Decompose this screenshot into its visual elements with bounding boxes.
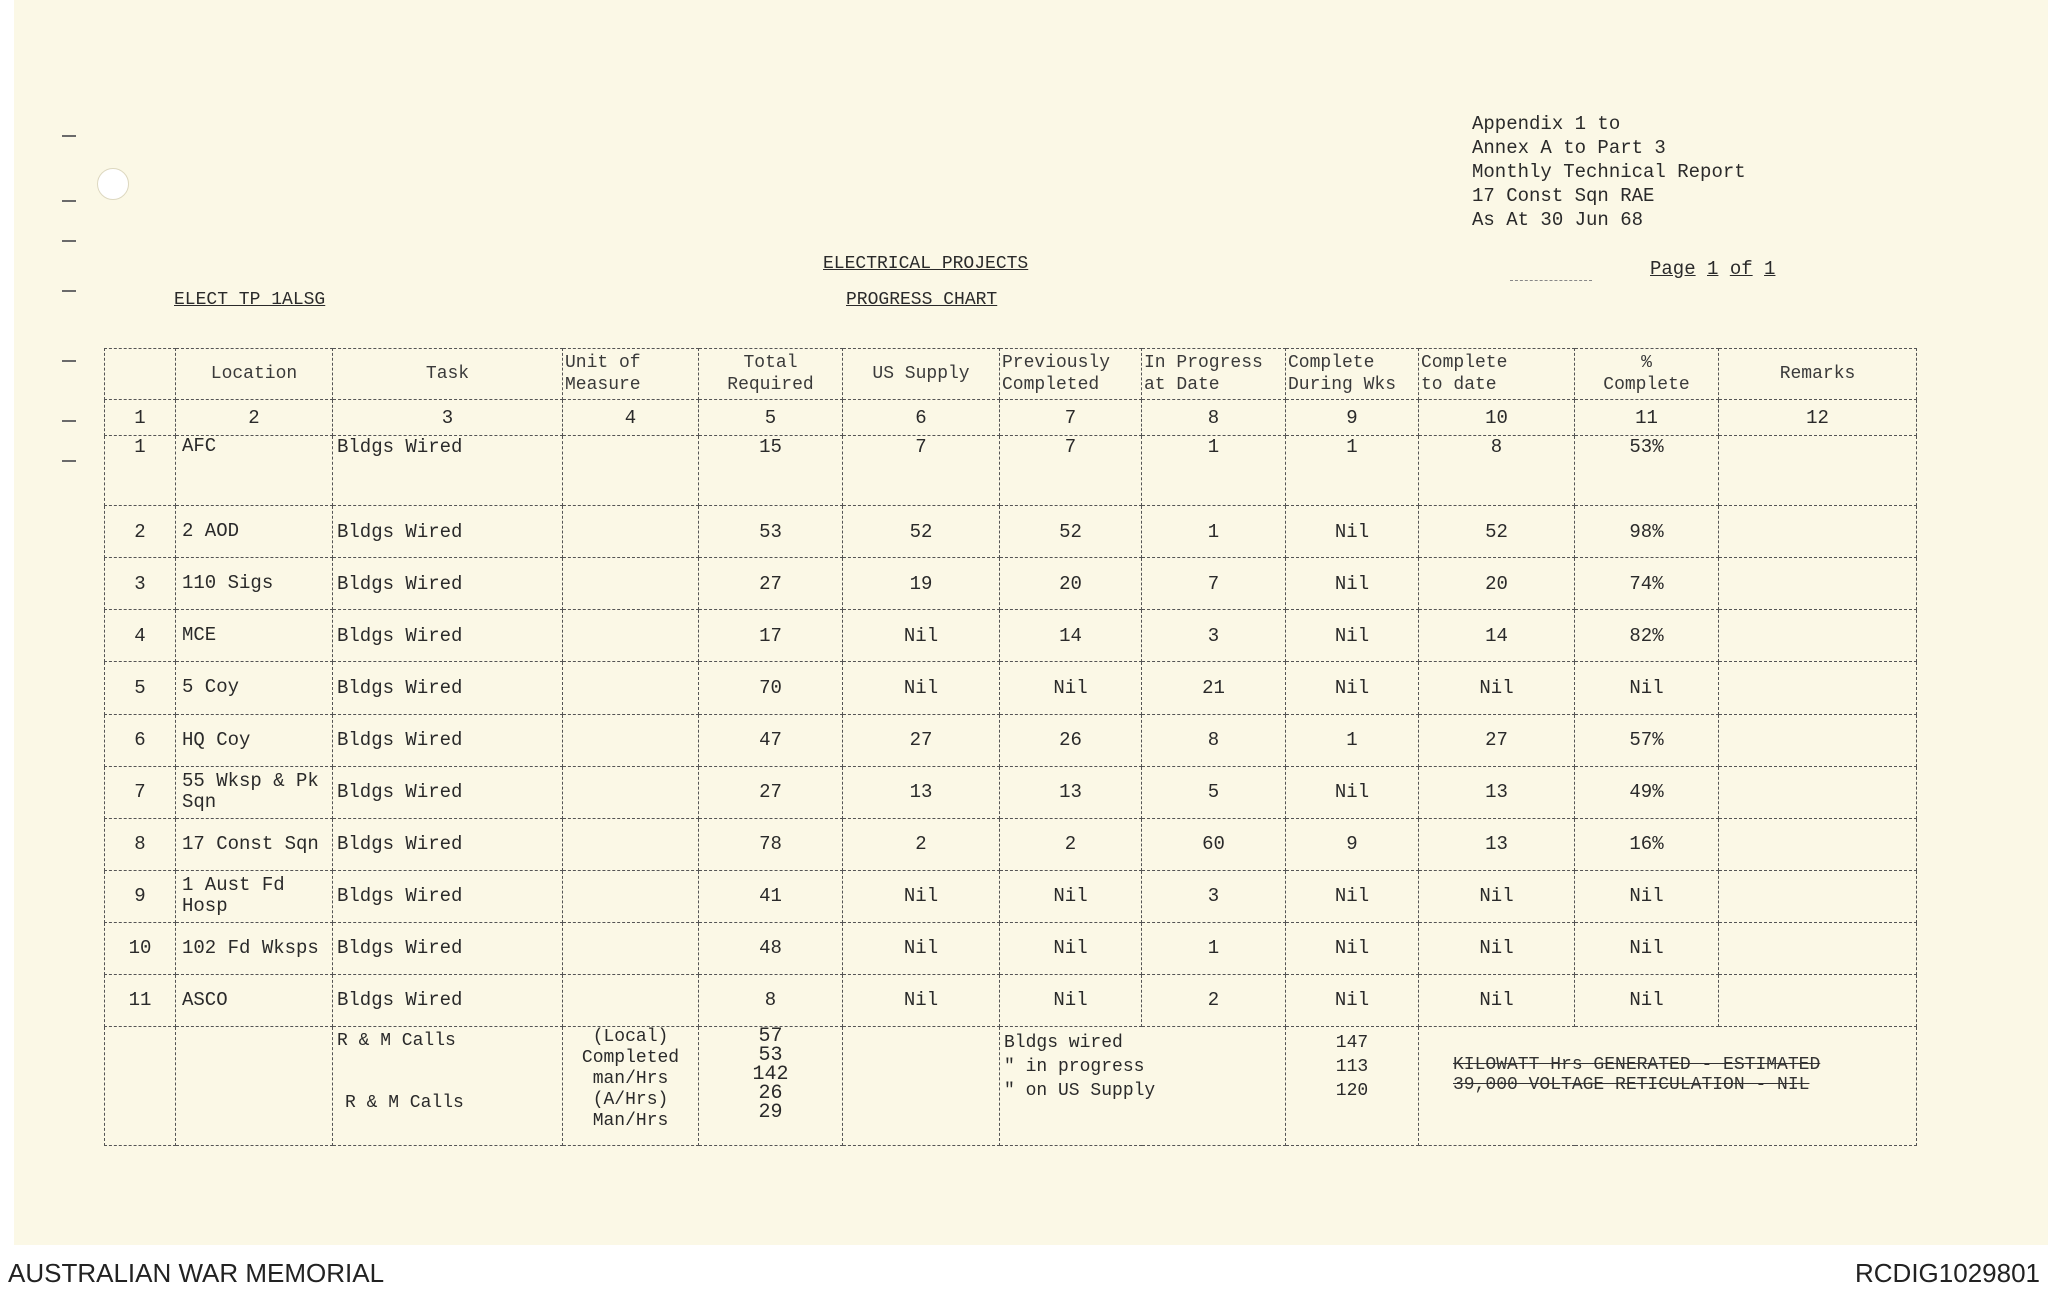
remarks-cell (1719, 662, 1917, 714)
row-number: 6 (105, 714, 176, 766)
task-cell: Bldgs Wired (333, 766, 563, 818)
col-header-in-progress: In Progress at Date (1142, 349, 1286, 400)
complete-to-date-cell: 13 (1419, 818, 1575, 870)
total-required-cell: 47 (699, 714, 843, 766)
table-row (105, 818, 1917, 870)
remarks-cell (1719, 610, 1917, 662)
col-header-no (105, 349, 176, 400)
row-number: 2 (105, 506, 176, 558)
in-progress-cell: 21 (1142, 662, 1286, 714)
unit-cell (563, 974, 699, 1026)
unit-cell (563, 818, 699, 870)
percent-complete-cell: 53% (1575, 436, 1719, 506)
previously-completed-cell: 52 (1000, 506, 1142, 558)
col-number: 1 (105, 400, 176, 436)
previously-completed-cell: 26 (1000, 714, 1142, 766)
in-progress-cell: 5 (1142, 766, 1286, 818)
remarks-cell (1719, 766, 1917, 818)
page-label: Page (1650, 258, 1696, 280)
col-header-us-supply: US Supply (843, 349, 1000, 400)
row-number: 11 (105, 974, 176, 1026)
complete-to-date-cell: Nil (1419, 974, 1575, 1026)
total-required-cell: 17 (699, 610, 843, 662)
percent-complete-cell: 98% (1575, 506, 1719, 558)
footer-institution: AUSTRALIAN WAR MEMORIAL (8, 1258, 385, 1288)
previously-completed-cell: 20 (1000, 558, 1142, 610)
table-row (105, 714, 1917, 766)
binding-mark (62, 420, 76, 422)
complete-during-cell: Nil (1286, 974, 1419, 1026)
col-header-task: Task (333, 349, 563, 400)
location-cell: 1 Aust Fd Hosp (176, 870, 333, 922)
page-of: of (1729, 258, 1753, 280)
complete-to-date-cell: 13 (1419, 766, 1575, 818)
us-supply-cell: 52 (843, 506, 1000, 558)
col-number: 5 (699, 400, 843, 436)
col-header-total: Total Required (699, 349, 843, 400)
row-number: 1 (105, 436, 176, 506)
total-required-cell: 70 (699, 662, 843, 714)
total-required-cell: 78 (699, 818, 843, 870)
location-cell: AFC (176, 436, 333, 506)
total-required-cell: 8 (699, 974, 843, 1026)
binding-mark (62, 135, 76, 137)
summary-cell (105, 1026, 176, 1145)
task-cell: Bldgs Wired (333, 610, 563, 662)
previously-completed-cell: 2 (1000, 818, 1142, 870)
in-progress-cell: 7 (1142, 558, 1286, 610)
unit-cell (563, 766, 699, 818)
percent-complete-cell: Nil (1575, 870, 1719, 922)
previously-completed-cell: 7 (1000, 436, 1142, 506)
us-supply-cell: 27 (843, 714, 1000, 766)
summary-cell (176, 1026, 333, 1145)
us-supply-cell: Nil (843, 610, 1000, 662)
previously-completed-cell: Nil (1000, 974, 1142, 1026)
col-number: 12 (1719, 400, 1917, 436)
summary-unit: (Local) Completed man/Hrs (A/Hrs) Man/Hrs (563, 1026, 699, 1145)
in-progress-cell: 1 (1142, 436, 1286, 506)
col-number: 7 (1000, 400, 1142, 436)
location-cell: 17 Const Sqn (176, 818, 333, 870)
summary-cell (843, 1026, 1000, 1145)
previously-completed-cell: 13 (1000, 766, 1142, 818)
col-header-previously: Previously Completed (1000, 349, 1142, 400)
percent-complete-cell: Nil (1575, 922, 1719, 974)
task-cell: Bldgs Wired (333, 714, 563, 766)
us-supply-cell: 13 (843, 766, 1000, 818)
col-number: 10 (1419, 400, 1575, 436)
previously-completed-cell: 14 (1000, 610, 1142, 662)
complete-to-date-cell: Nil (1419, 662, 1575, 714)
remarks-cell (1719, 558, 1917, 610)
row-number: 4 (105, 610, 176, 662)
binding-mark (62, 290, 76, 292)
previously-completed-cell: Nil (1000, 870, 1142, 922)
location-cell: 2 AOD (176, 506, 333, 558)
us-supply-cell: 19 (843, 558, 1000, 610)
col-number: 4 (563, 400, 699, 436)
in-progress-cell: 1 (1142, 922, 1286, 974)
in-progress-cell: 3 (1142, 610, 1286, 662)
table-row (105, 558, 1917, 610)
us-supply-cell: Nil (843, 974, 1000, 1026)
document-subtitle: PROGRESS CHART (846, 290, 998, 310)
row-number: 7 (105, 766, 176, 818)
unit-cell (563, 610, 699, 662)
complete-to-date-cell: 52 (1419, 506, 1575, 558)
complete-during-cell: Nil (1286, 870, 1419, 922)
remarks-cell (1719, 870, 1917, 922)
complete-during-cell: 1 (1286, 436, 1419, 506)
page-total: 1 (1764, 258, 1776, 280)
total-required-cell: 15 (699, 436, 843, 506)
complete-to-date-cell: 8 (1419, 436, 1575, 506)
col-number: 8 (1142, 400, 1286, 436)
remarks-cell (1719, 922, 1917, 974)
appendix-line: As At 30 Jun 68 (1472, 209, 1644, 231)
summary-row (105, 1026, 1917, 1145)
percent-complete-cell: 74% (1575, 558, 1719, 610)
divider (1510, 280, 1592, 281)
complete-during-cell: Nil (1286, 506, 1419, 558)
location-cell: 102 Fd Wksps (176, 922, 333, 974)
unit-cell (563, 662, 699, 714)
percent-complete-cell: 49% (1575, 766, 1719, 818)
complete-to-date-cell: Nil (1419, 870, 1575, 922)
unit-cell (563, 870, 699, 922)
col-header-unit: Unit of Measure (563, 349, 699, 400)
complete-during-cell: 1 (1286, 714, 1419, 766)
percent-complete-cell: 82% (1575, 610, 1719, 662)
us-supply-cell: 2 (843, 818, 1000, 870)
us-supply-cell: Nil (843, 922, 1000, 974)
previously-completed-cell: Nil (1000, 922, 1142, 974)
binding-mark (62, 240, 76, 242)
summary-task: R & M Calls R & M Calls (333, 1026, 563, 1145)
col-header-location: Location (176, 349, 333, 400)
unit-cell (563, 436, 699, 506)
footer-identifier: RCDIG1029801 (1855, 1258, 2040, 1288)
summary-totals: 57 53 142 26 29 (699, 1026, 843, 1145)
task-cell: Bldgs Wired (333, 506, 563, 558)
binding-mark (62, 200, 76, 202)
header-row (105, 349, 1917, 400)
summary-notes: Bldgs wired " in progress " on US Supply (1000, 1026, 1286, 1145)
page-current: 1 (1707, 258, 1719, 280)
complete-during-cell: Nil (1286, 766, 1419, 818)
col-header-during: Complete During Wks (1286, 349, 1419, 400)
remarks-cell (1719, 506, 1917, 558)
us-supply-cell: 7 (843, 436, 1000, 506)
task-cell: Bldgs Wired (333, 922, 563, 974)
in-progress-cell: 8 (1142, 714, 1286, 766)
complete-during-cell: Nil (1286, 662, 1419, 714)
previously-completed-cell: Nil (1000, 662, 1142, 714)
col-number: 9 (1286, 400, 1419, 436)
task-cell: Bldgs Wired (333, 436, 563, 506)
punch-hole (97, 168, 129, 200)
in-progress-cell: 2 (1142, 974, 1286, 1026)
unit-label: ELECT TP 1ALSG (174, 290, 326, 310)
table-row (105, 662, 1917, 714)
row-number: 9 (105, 870, 176, 922)
binding-mark (62, 360, 76, 362)
table-row (105, 506, 1917, 558)
progress-table (104, 348, 1917, 1146)
remarks-cell (1719, 974, 1917, 1026)
table-row (105, 436, 1917, 506)
complete-to-date-cell: Nil (1419, 922, 1575, 974)
in-progress-cell: 3 (1142, 870, 1286, 922)
unit-cell (563, 558, 699, 610)
summary-values: 147 113 120 (1286, 1026, 1419, 1145)
col-number: 3 (333, 400, 563, 436)
struck-note: KILOWATT Hrs GENERATED - ESTIMATED 39,000 VOLTAGE RETICULATION - NIL (1419, 1026, 1917, 1145)
appendix-line: Appendix 1 to (1472, 113, 1621, 135)
task-cell: Bldgs Wired (333, 558, 563, 610)
complete-to-date-cell: 27 (1419, 714, 1575, 766)
column-number-row (105, 400, 1917, 436)
complete-during-cell: Nil (1286, 610, 1419, 662)
complete-during-cell: Nil (1286, 922, 1419, 974)
appendix-line: 17 Const Sqn RAE (1472, 185, 1655, 207)
complete-during-cell: 9 (1286, 818, 1419, 870)
remarks-cell (1719, 818, 1917, 870)
remarks-cell (1719, 436, 1917, 506)
task-cell: Bldgs Wired (333, 662, 563, 714)
location-cell: MCE (176, 610, 333, 662)
unit-cell (563, 922, 699, 974)
us-supply-cell: Nil (843, 662, 1000, 714)
percent-complete-cell: 16% (1575, 818, 1719, 870)
row-number: 10 (105, 922, 176, 974)
row-number: 8 (105, 818, 176, 870)
row-number: 3 (105, 558, 176, 610)
complete-to-date-cell: 14 (1419, 610, 1575, 662)
table-row (105, 974, 1917, 1026)
page-number (1650, 258, 1775, 280)
remarks-cell (1719, 714, 1917, 766)
row-number: 5 (105, 662, 176, 714)
binding-mark (62, 460, 76, 462)
percent-complete-cell: Nil (1575, 662, 1719, 714)
task-cell: Bldgs Wired (333, 974, 563, 1026)
col-number: 6 (843, 400, 1000, 436)
appendix-reference (1472, 112, 1746, 232)
col-header-to-date: Complete to date (1419, 349, 1575, 400)
table-row (105, 610, 1917, 662)
task-cell: Bldgs Wired (333, 870, 563, 922)
us-supply-cell: Nil (843, 870, 1000, 922)
location-cell: HQ Coy (176, 714, 333, 766)
location-cell: 55 Wksp & Pk Sqn (176, 766, 333, 818)
complete-during-cell: Nil (1286, 558, 1419, 610)
location-cell: 5 Coy (176, 662, 333, 714)
col-number: 11 (1575, 400, 1719, 436)
col-header-percent: % Complete (1575, 349, 1719, 400)
in-progress-cell: 60 (1142, 818, 1286, 870)
col-header-remarks: Remarks (1719, 349, 1917, 400)
total-required-cell: 27 (699, 558, 843, 610)
col-number: 2 (176, 400, 333, 436)
in-progress-cell: 1 (1142, 506, 1286, 558)
appendix-line: Monthly Technical Report (1472, 161, 1746, 183)
location-cell: 110 Sigs (176, 558, 333, 610)
percent-complete-cell: 57% (1575, 714, 1719, 766)
total-required-cell: 27 (699, 766, 843, 818)
table-body (105, 436, 1917, 1027)
total-required-cell: 48 (699, 922, 843, 974)
location-cell: ASCO (176, 974, 333, 1026)
total-required-cell: 41 (699, 870, 843, 922)
document-title: ELECTRICAL PROJECTS (823, 254, 1029, 274)
table-row (105, 766, 1917, 818)
appendix-line: Annex A to Part 3 (1472, 137, 1666, 159)
unit-cell (563, 506, 699, 558)
percent-complete-cell: Nil (1575, 974, 1719, 1026)
complete-to-date-cell: 20 (1419, 558, 1575, 610)
unit-cell (563, 714, 699, 766)
total-required-cell: 53 (699, 506, 843, 558)
table-row (105, 870, 1917, 922)
task-cell: Bldgs Wired (333, 818, 563, 870)
table-row (105, 922, 1917, 974)
